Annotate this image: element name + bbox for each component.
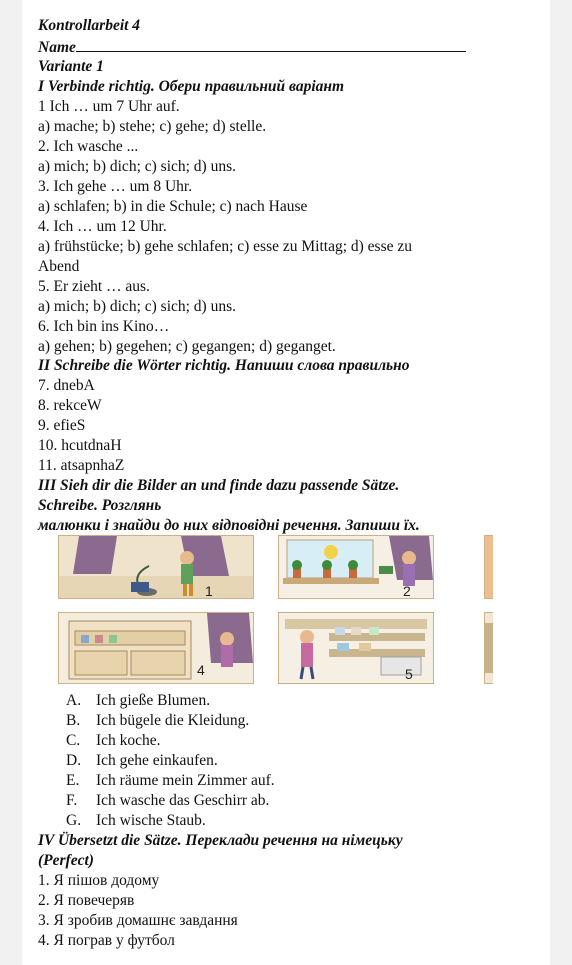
option-text: Ich gehe einkaufen. xyxy=(96,752,218,769)
section-3-heading-cont: Schreibe. Розглянь xyxy=(38,497,162,514)
task-line: 5. Er zieht … aus. xyxy=(38,278,150,295)
scrambled-word: 9. efieS xyxy=(38,417,86,434)
scrambled-word: 10. hcutdnaH xyxy=(38,437,122,454)
scrambled-word: 7. dnebA xyxy=(38,377,95,394)
picture-number: 2 xyxy=(403,583,411,598)
picture-number: 1 xyxy=(205,583,213,598)
option-key: A. xyxy=(66,692,82,709)
option-key: C. xyxy=(66,732,81,749)
sentence-option xyxy=(66,811,206,830)
section-4-heading-cont: (Perfect) xyxy=(38,852,94,869)
task-line: 4. Ich … um 12 Uhr. xyxy=(38,218,167,235)
section-3-heading: III Sieh dir die Bilder an und finde dazu passende Sätze. xyxy=(38,477,400,494)
task-line: a) frühstücke; b) gehe schlafen; c) esse zu Mittag; d) esse zu xyxy=(38,238,413,255)
section-1-heading: I Verbinde richtig. Обери правильний варіант xyxy=(38,78,345,95)
translation-item: 1. Я пішов додому xyxy=(38,872,160,889)
option-key: G. xyxy=(66,812,82,829)
name-label: Name xyxy=(38,39,76,56)
section-4-heading: IV Übersetzt die Sätze. Переклади речення на німецьку xyxy=(38,832,403,849)
sentence-option xyxy=(66,731,161,750)
picture-2-watering-plants xyxy=(278,535,434,599)
sentence-option xyxy=(66,711,249,730)
name-blank-line xyxy=(76,37,466,52)
translation-item: 3. Я зробив домашнє завдання xyxy=(38,912,238,929)
section-2-heading: II Schreibe die Wörter richtig. Напиши слова правильно xyxy=(38,357,410,374)
task-line: 3. Ich gehe … um 8 Uhr. xyxy=(38,178,193,195)
translation-item: 4. Я пограв у футбол xyxy=(38,932,175,949)
task-line: a) mich; b) dich; c) sich; d) uns. xyxy=(38,298,237,315)
picture-1-vacuuming xyxy=(58,535,254,599)
option-text: Ich wasche das Geschirr ab. xyxy=(96,792,270,809)
sentence-option xyxy=(66,691,210,710)
translation-item: 2. Я повечеряв xyxy=(38,892,135,909)
name-field-row xyxy=(38,37,466,57)
picture-4-dusting xyxy=(58,612,254,684)
option-text: Ich wische Staub. xyxy=(96,812,206,829)
picture-6-partial xyxy=(484,612,493,684)
task-line: 2. Ich wasche ... xyxy=(38,138,139,155)
option-key: D. xyxy=(66,752,82,769)
scrambled-word: 8. rekceW xyxy=(38,397,102,414)
scrambled-word: 11. atsapnhaZ xyxy=(38,457,125,474)
option-text: Ich räume mein Zimmer auf. xyxy=(96,772,275,789)
option-key: E. xyxy=(66,772,80,789)
section-3-heading-cont: малюнки і знайди до них відповідні речення. Запиши їх. xyxy=(38,517,420,534)
option-key: B. xyxy=(66,712,81,729)
task-line: a) schlafen; b) in die Schule; c) nach Hause xyxy=(38,198,308,215)
task-line: a) gehen; b) gegehen; c) gegangen; d) geganget. xyxy=(38,338,336,355)
picture-number: 4 xyxy=(197,662,205,678)
sentence-option xyxy=(66,771,275,790)
picture-3-partial xyxy=(484,535,493,599)
option-key: F. xyxy=(66,792,78,809)
task-line: 1 Ich … um 7 Uhr auf. xyxy=(38,98,180,115)
task-line: Abend xyxy=(38,258,80,275)
option-text: Ich koche. xyxy=(96,732,161,749)
task-line: a) mache; b) stehe; c) gehe; d) stelle. xyxy=(38,118,267,135)
sentence-option xyxy=(66,791,269,810)
option-text: Ich gieße Blumen. xyxy=(96,692,211,709)
picture-5-shopping xyxy=(278,612,434,684)
variant-label: Variante 1 xyxy=(38,58,104,75)
worksheet-title: Kontrollarbeit 4 xyxy=(38,17,141,34)
task-line: a) mich; b) dich; c) sich; d) uns. xyxy=(38,158,237,175)
sentence-option xyxy=(66,751,218,770)
task-line: 6. Ich bin ins Kino… xyxy=(38,318,170,335)
option-text: Ich bügele die Kleidung. xyxy=(96,712,250,729)
picture-number: 5 xyxy=(405,666,413,682)
